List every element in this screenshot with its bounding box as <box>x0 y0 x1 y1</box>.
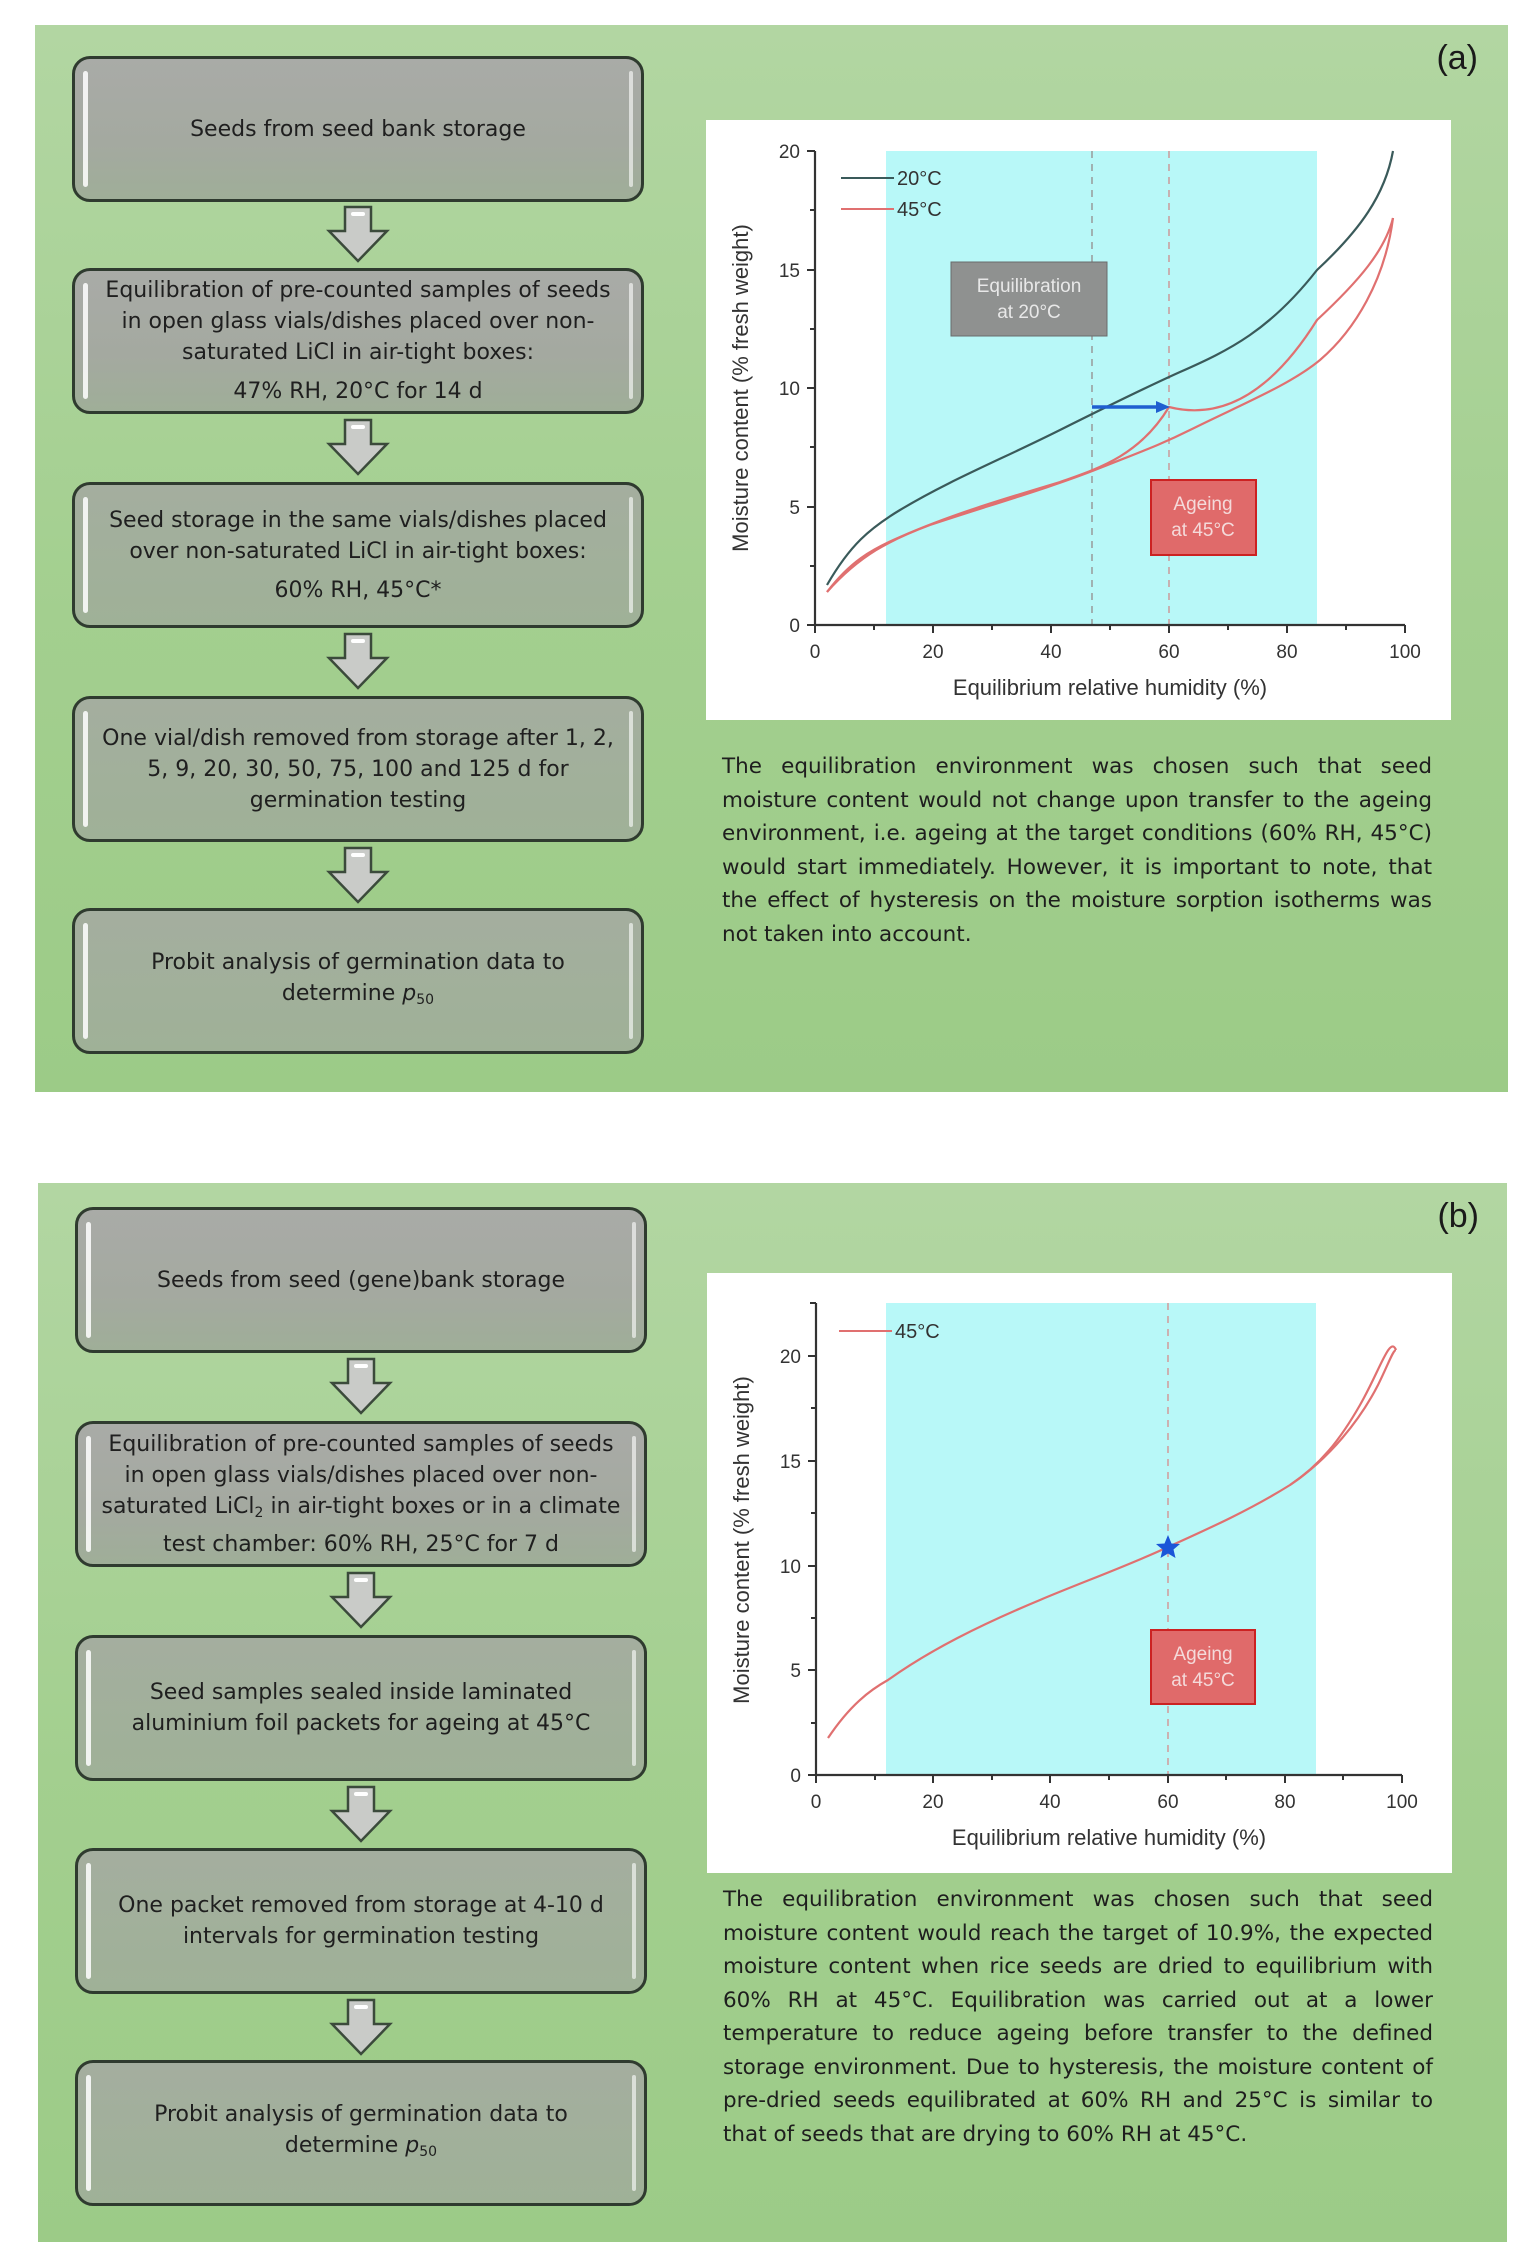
svg-text:0: 0 <box>810 1792 822 1813</box>
ageing-label-2: at 45°C <box>1171 1670 1235 1691</box>
y-ticks <box>808 1303 816 1775</box>
svg-text:40: 40 <box>1040 642 1062 663</box>
x-tick-labels <box>810 642 1421 663</box>
svg-text:0: 0 <box>789 616 800 637</box>
x-axis-label: Equilibrium relative humidity (%) <box>951 1825 1267 1850</box>
svg-text:20: 20 <box>922 1792 944 1813</box>
y-axis-label: Moisture content (% fresh weight) <box>729 1376 754 1704</box>
legend-label-45C: 45°C <box>897 199 942 221</box>
equilibration-box <box>951 262 1107 336</box>
flow-step-b2 <box>75 1421 647 1567</box>
flow-step-text: Probit analysis of germination data to determine <box>151 949 565 1006</box>
flow-step-text-cont: in air-tight boxes or in a climate test chamber: 60% RH, 25°C for 7 d <box>162 1493 621 1557</box>
ageing-box <box>1151 1630 1255 1704</box>
flow-step-a1 <box>72 56 644 202</box>
note-a: The equilibration environment was chosen such that seed moisture content would not change upon transfer to the ageing environment, i.e. ageing at the target conditions (60% RH, 45°C) would start immediately. However, it is important to note, that the effect of hysteresis on the moisture sorption isotherms was not taken into account. <box>722 754 1432 947</box>
down-arrow-icon <box>328 1357 394 1415</box>
y-tick-labels <box>779 142 800 637</box>
svg-text:80: 80 <box>1274 1792 1296 1813</box>
y-tick-labels <box>780 1347 801 1787</box>
svg-text:15: 15 <box>778 261 800 282</box>
ageing-label-1: Ageing <box>1173 494 1233 515</box>
panel-b <box>38 1183 1507 2242</box>
svg-text:100: 100 <box>1389 642 1421 663</box>
svg-text:10: 10 <box>778 379 800 400</box>
flow-step-text: Probit analysis of germination data to determine <box>154 2101 568 2158</box>
flow-step-a2 <box>72 268 644 414</box>
panel-a <box>35 25 1508 1092</box>
svg-text:80: 80 <box>1276 642 1298 663</box>
legend-label-20C: 20°C <box>897 168 942 190</box>
x-ticks <box>815 625 1405 633</box>
p50-subscript: 50 <box>419 2143 438 2160</box>
svg-text:20: 20 <box>778 142 800 163</box>
flow-step-a3 <box>72 482 644 628</box>
x-tick-labels <box>811 1792 1418 1813</box>
svg-text:5: 5 <box>789 498 800 519</box>
ageing-label-2: at 45°C <box>1171 520 1235 541</box>
note-b: The equilibration environment was chosen such that seed moisture content would reach the target of 10.9%, the expected moisture content when rice seeds are dried to equilibrium with 60% RH at 45°C. Equilibration was carried out at a lower temperature to reduce ageing before transfer to the defined storage environment. Due to hysteresis, the moisture content of pre-dried seeds equilibrated at 60% RH and 25°C is similar to that of seeds that are drying to 60% RH at 45°C. <box>723 1887 1433 2147</box>
down-arrow-icon <box>325 632 391 690</box>
x-axis-label: Equilibrium relative humidity (%) <box>952 675 1268 700</box>
licl-subscript: 2 <box>254 1504 264 1521</box>
down-arrow-icon <box>328 1571 394 1629</box>
ageing-label-1: Ageing <box>1173 1644 1233 1665</box>
ageing-box <box>1151 480 1256 555</box>
flow-step-a5 <box>72 908 644 1054</box>
flow-step-text: Seed storage in the same vials/dishes placed over non-saturated LiCl in air-tight boxes: <box>109 507 607 564</box>
moisture-isotherm-chart-a <box>706 120 1451 720</box>
flow-step-b3 <box>75 1635 647 1781</box>
flow-step-text: One vial/dish removed from storage after 1, 2, 5, 9, 20, 30, 50, 75, 100 and 125 d for germination testing <box>102 725 614 813</box>
p50-symbol: p <box>405 2132 420 2158</box>
flow-step-text: One packet removed from storage at 4-10 d intervals for germination testing <box>118 1893 604 1949</box>
moisture-isotherm-chart-b <box>707 1273 1452 1873</box>
flow-step-text: Seed samples sealed inside laminated aluminium foil packets for ageing at 45°C <box>131 1680 591 1736</box>
svg-text:20: 20 <box>922 642 944 663</box>
down-arrow-icon <box>328 1998 394 2056</box>
p50-symbol: p <box>402 980 417 1006</box>
flow-step-text: Equilibration of pre-counted samples of seeds in open glass vials/dishes placed over non-saturated LiCl <box>101 1431 614 1519</box>
down-arrow-icon <box>325 846 391 904</box>
flow-step-conditions: 47% RH, 20°C for 14 d <box>233 379 483 404</box>
flow-step-conditions: 60% RH, 45°C* <box>274 577 442 603</box>
flow-step-text: Equilibration of pre-counted samples of seeds in open glass vials/dishes placed over non-saturated LiCl in air-tight boxes: <box>105 278 611 365</box>
flow-step-b1 <box>75 1207 647 1353</box>
svg-text:10: 10 <box>779 1557 801 1578</box>
svg-text:20: 20 <box>779 1347 801 1368</box>
y-ticks <box>807 151 815 625</box>
down-arrow-icon <box>325 418 391 476</box>
p50-subscript: 50 <box>416 991 435 1008</box>
svg-text:40: 40 <box>1039 1792 1061 1813</box>
panel-label-b: (b) <box>1437 1197 1479 1235</box>
flow-step-text: Seeds from seed bank storage <box>190 116 526 142</box>
svg-text:100: 100 <box>1386 1792 1418 1813</box>
panel-label-a: (a) <box>1436 39 1478 77</box>
flow-step-b5 <box>75 2060 647 2206</box>
down-arrow-icon <box>325 205 391 263</box>
svg-text:0: 0 <box>809 642 821 663</box>
svg-text:0: 0 <box>790 1766 801 1787</box>
flow-step-text: Seeds from seed (gene)bank storage <box>157 1267 565 1293</box>
svg-text:5: 5 <box>790 1661 801 1682</box>
chart-b <box>707 1273 1452 1873</box>
equilibration-label-1: Equilibration <box>976 276 1082 297</box>
flow-step-b4 <box>75 1848 647 1994</box>
chart-a <box>706 120 1451 720</box>
flow-step-a4 <box>72 696 644 842</box>
x-ticks <box>816 1775 1402 1783</box>
svg-text:60: 60 <box>1157 1792 1179 1813</box>
svg-text:15: 15 <box>779 1452 801 1473</box>
legend-label-45C: 45°C <box>895 1321 940 1343</box>
svg-text:60: 60 <box>1158 642 1180 663</box>
down-arrow-icon <box>328 1785 394 1843</box>
equilibration-label-2: at 20°C <box>997 302 1061 323</box>
y-axis-label: Moisture content (% fresh weight) <box>728 224 753 552</box>
